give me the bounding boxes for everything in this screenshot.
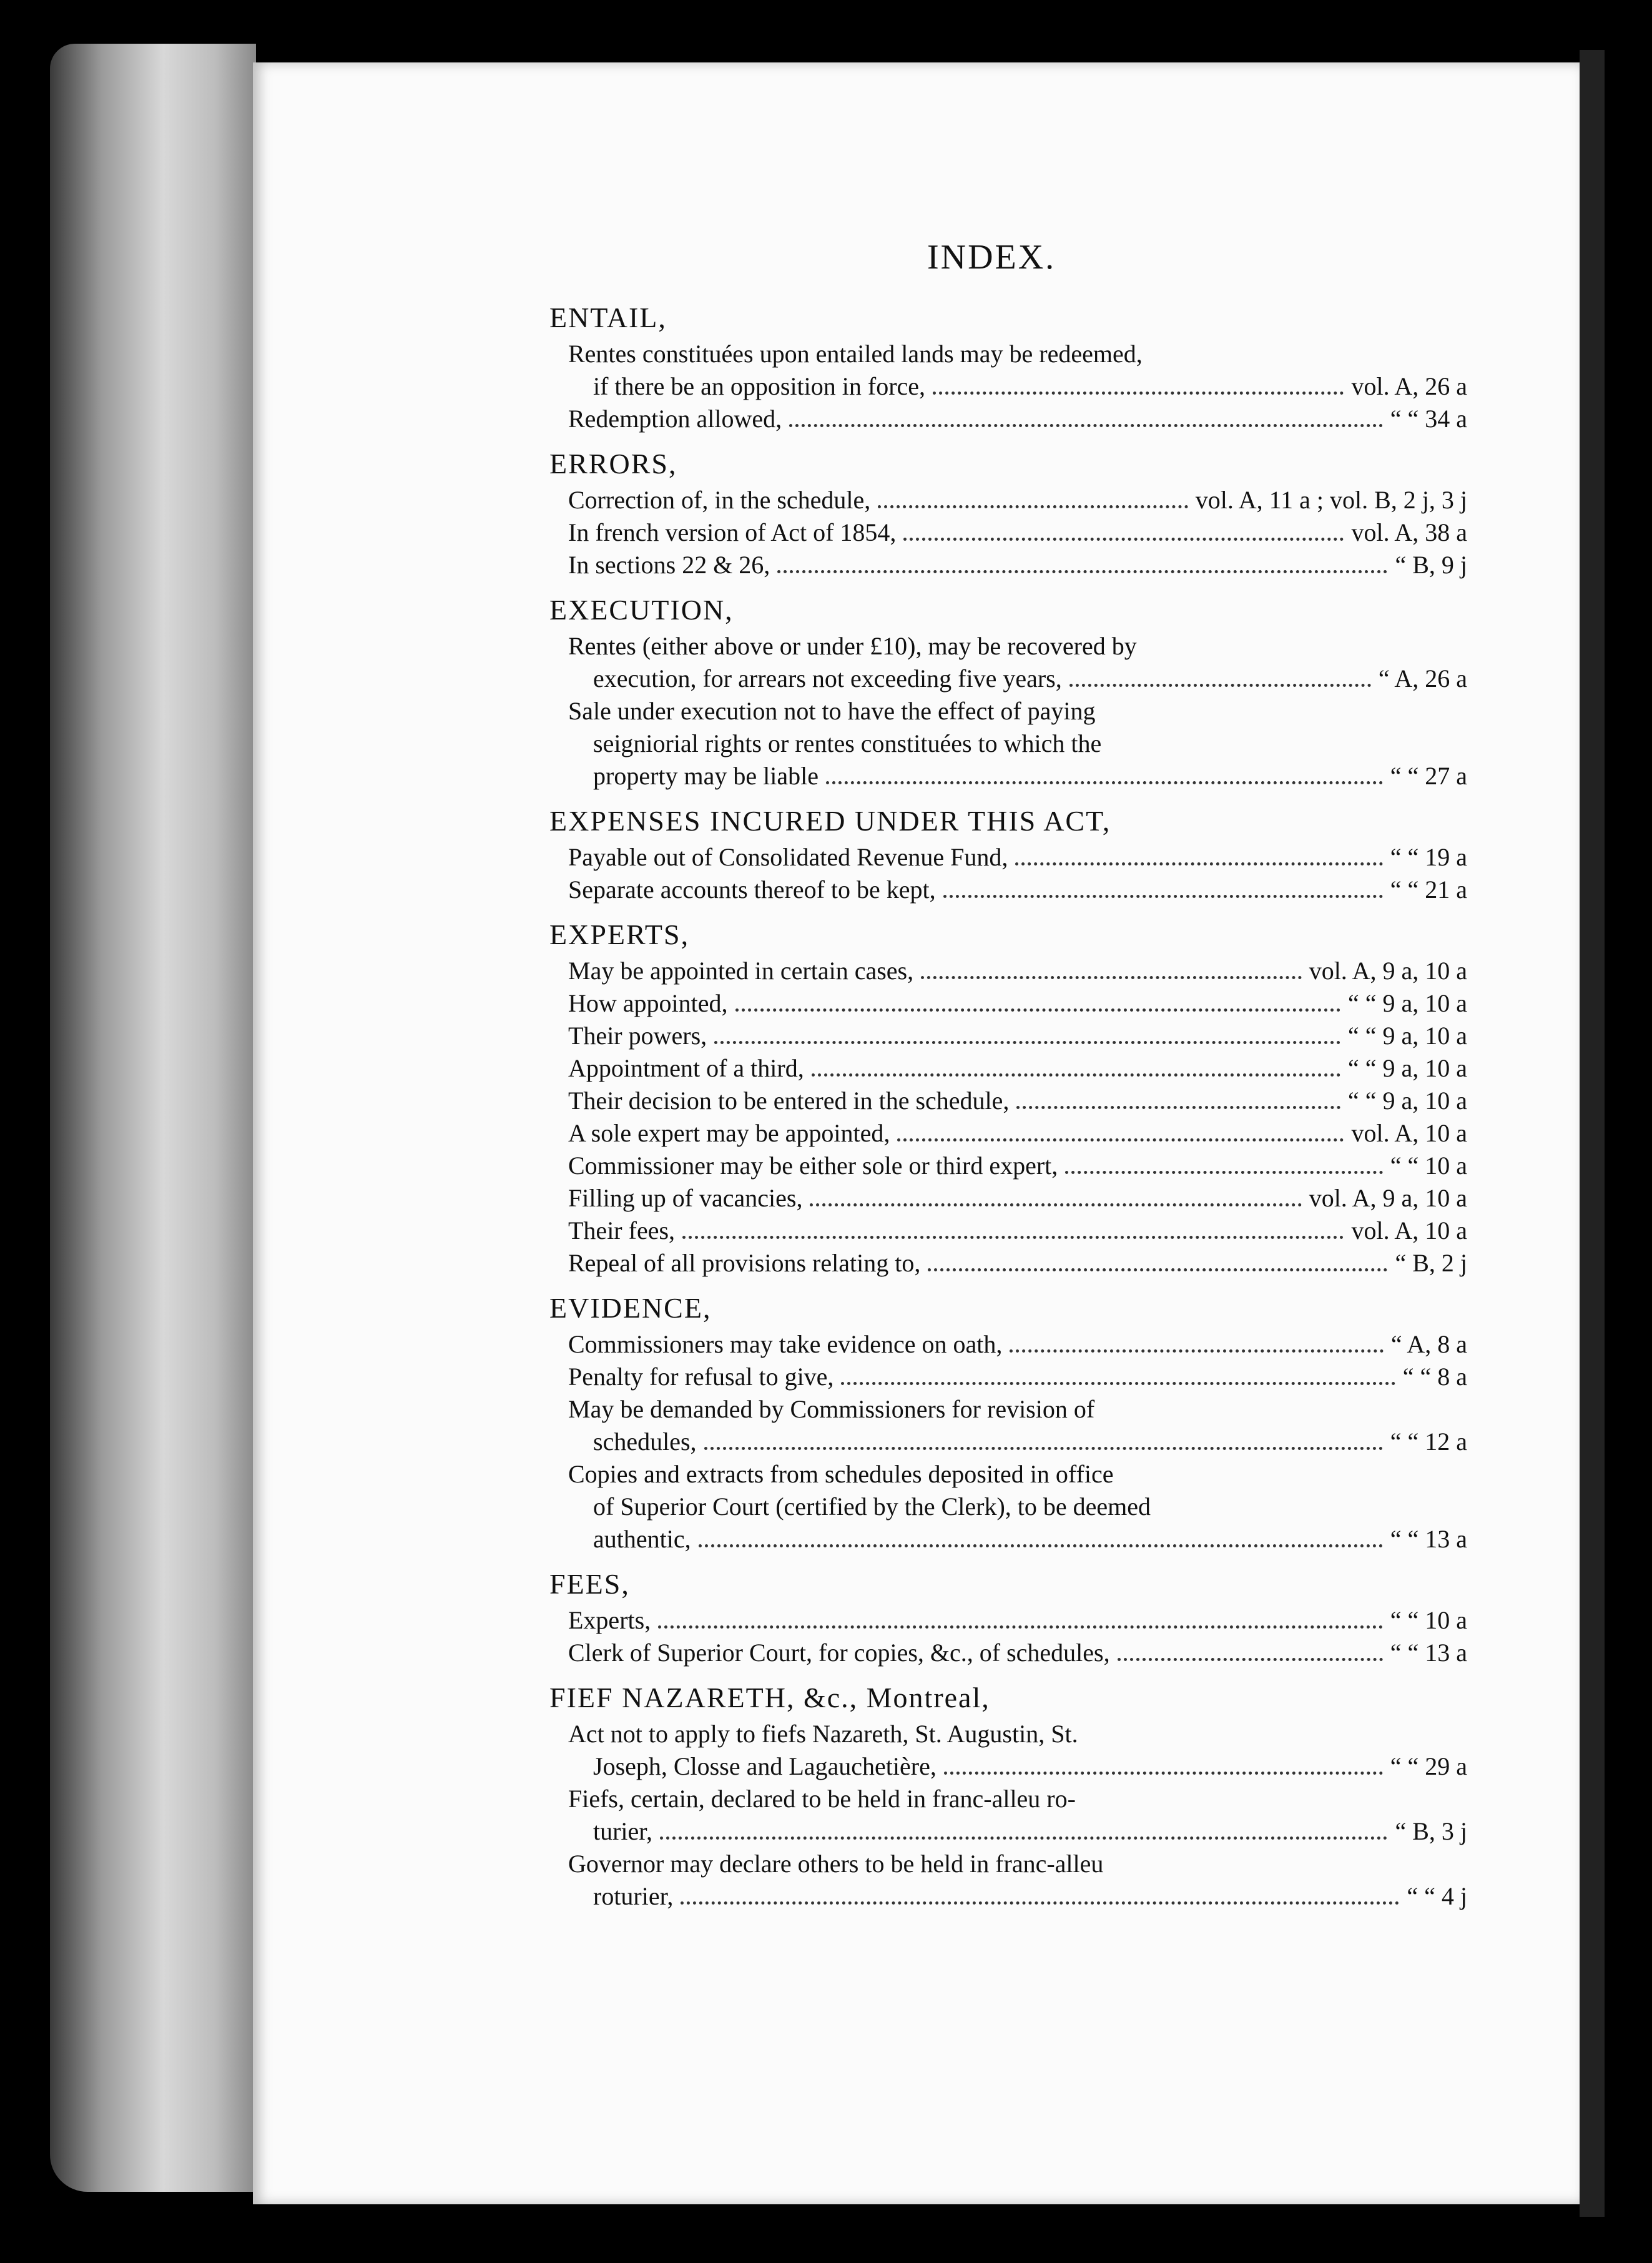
dot-leader <box>1016 1106 1340 1109</box>
page-title: INDEX. <box>927 238 1056 277</box>
index-entry-line <box>568 1184 1467 1213</box>
index-entry-line <box>568 1525 1467 1554</box>
index-entry-line <box>568 1460 1467 1489</box>
entry-text: May be demanded by Commissioners for revision of <box>568 1395 1095 1423</box>
entry-text: Filling up of vacancies, <box>568 1184 803 1212</box>
dot-leader <box>704 1447 1383 1450</box>
entry-text: Joseph, Closse and Lagauchetière, <box>593 1752 937 1780</box>
entry-text: Governor may declare others to be held in franc-alleu <box>568 1850 1104 1878</box>
entry-text: Appointment of a third, <box>568 1054 804 1082</box>
index-entry-line <box>568 1330 1467 1359</box>
entry-reference: “ “ 10 a <box>1390 1151 1467 1180</box>
dot-leader <box>660 1837 1387 1840</box>
entry-reference: “ B, 9 j <box>1395 551 1467 579</box>
entry-reference: vol. A, 26 a <box>1351 372 1467 400</box>
index-section <box>512 1562 1467 1667</box>
index-entry-line <box>568 762 1467 791</box>
book-page-edges <box>50 44 256 2192</box>
entry-text: Fiefs, certain, declared to be held in franc-alleu ro- <box>568 1785 1076 1813</box>
dot-leader <box>933 392 1344 395</box>
entry-text: Their fees, <box>568 1216 676 1245</box>
entry-text: Their powers, <box>568 1022 707 1050</box>
index-entry-line <box>568 1720 1467 1748</box>
dot-leader <box>928 1268 1387 1271</box>
dot-leader <box>878 505 1188 508</box>
dot-leader <box>789 424 1383 427</box>
index-entry-line <box>568 372 1467 401</box>
index-entry-line <box>568 843 1467 872</box>
entry-reference: vol. A, 9 a, 10 a <box>1309 1184 1467 1212</box>
index-section <box>512 588 1467 791</box>
entry-reference: “ “ 9 a, 10 a <box>1347 1022 1467 1050</box>
entry-text: How appointed, <box>568 989 728 1017</box>
entry-reference: “ “ 21 a <box>1390 875 1467 904</box>
section-heading: EXECUTION, <box>549 594 734 626</box>
entry-reference: vol. A, 10 a <box>1351 1119 1467 1147</box>
dot-leader <box>826 781 1383 784</box>
entry-text: property may be liable <box>593 762 819 790</box>
entry-text: authentic, <box>593 1525 691 1553</box>
index-entry-line <box>568 1785 1467 1813</box>
entry-text: roturier, <box>593 1882 674 1910</box>
index-section <box>512 1676 1467 1911</box>
index-entry-line <box>568 1151 1467 1180</box>
section-heading: EXPENSES INCURED UNDER THIS ACT, <box>549 805 1111 837</box>
entry-text: May be appointed in certain cases, <box>568 957 914 985</box>
entry-text: Sale under execution not to have the effect of paying <box>568 697 1096 725</box>
entry-text: schedules, <box>593 1427 697 1456</box>
entry-reference: “ “ 9 a, 10 a <box>1347 1054 1467 1082</box>
entry-text: Experts, <box>568 1606 651 1634</box>
entry-text: Their decision to be entered in the schedule, <box>568 1087 1010 1115</box>
index-section <box>512 799 1467 904</box>
entry-text: Rentes (either above or under £10), may be recovered by <box>568 632 1137 660</box>
entry-text: seigniorial rights or rentes constituées to which the <box>593 729 1102 757</box>
section-heading: ENTAIL, <box>549 302 667 333</box>
index-entry-line <box>568 1427 1467 1456</box>
dot-leader <box>735 1008 1340 1012</box>
index-entry-line <box>568 1752 1467 1781</box>
index-entry-line <box>568 340 1467 368</box>
entry-text: Correction of, in the schedule, <box>568 486 871 514</box>
entry-text: Payable out of Consolidated Revenue Fund, <box>568 843 1008 871</box>
entry-reference: vol. A, 38 a <box>1351 518 1467 546</box>
dot-leader <box>903 538 1344 541</box>
entry-text: Clerk of Superior Court, for copies, &c., of schedules, <box>568 1639 1110 1667</box>
dot-leader <box>944 1772 1383 1775</box>
index-entry-line <box>568 1216 1467 1245</box>
dot-leader <box>1118 1658 1383 1661</box>
entry-text: In french version of Act of 1854, <box>568 518 897 546</box>
index-entry-line <box>568 957 1467 985</box>
dot-leader <box>714 1041 1340 1044</box>
section-heading: EXPERTS, <box>549 919 690 950</box>
dot-leader <box>921 976 1302 979</box>
entry-reference: “ “ 34 a <box>1390 405 1467 433</box>
entry-reference: “ “ 4 j <box>1407 1882 1467 1910</box>
index-entry-line <box>568 1395 1467 1424</box>
entry-text: Separate accounts thereof to be kept, <box>568 875 936 904</box>
dot-leader <box>699 1544 1383 1547</box>
entry-reference: “ “ 8 a <box>1402 1363 1467 1391</box>
index-entry-line <box>568 1022 1467 1050</box>
index-entry-line <box>568 1119 1467 1148</box>
entry-text: of Superior Court (certified by the Clerk), to be deemed <box>593 1492 1151 1521</box>
entry-text: if there be an opposition in force, <box>593 372 926 400</box>
entry-reference: “ “ 27 a <box>1390 762 1467 790</box>
section-heading: FEES, <box>549 1568 630 1600</box>
dot-leader <box>812 1073 1340 1077</box>
entry-reference: “ “ 13 a <box>1390 1525 1467 1553</box>
entry-reference: vol. A, 9 a, 10 a <box>1309 957 1467 985</box>
index-section <box>512 913 1467 1278</box>
entry-reference: “ “ 10 a <box>1390 1606 1467 1634</box>
dot-leader <box>1065 1171 1382 1174</box>
entry-reference: “ “ 19 a <box>1390 843 1467 871</box>
index-entry-line <box>568 729 1467 758</box>
index-entry-line <box>568 989 1467 1018</box>
index-entry-line <box>568 697 1467 726</box>
index-entry-line <box>568 1882 1467 1911</box>
dot-leader <box>810 1203 1301 1206</box>
dot-leader <box>943 895 1383 898</box>
entry-reference: “ “ 12 a <box>1390 1427 1467 1456</box>
index-section <box>512 1286 1467 1554</box>
entry-reference: “ B, 3 j <box>1395 1817 1467 1845</box>
entry-text: Act not to apply to fiefs Nazareth, St. Augustin, St. <box>568 1720 1078 1748</box>
section-heading: ERRORS, <box>549 448 677 480</box>
index-entry-line <box>568 1249 1467 1278</box>
index-entry-line <box>568 518 1467 547</box>
dot-leader <box>777 570 1387 573</box>
entry-text: Redemption allowed, <box>568 405 782 433</box>
entry-reference: “ “ 13 a <box>1390 1639 1467 1667</box>
entry-text: Rentes constituées upon entailed lands may be redeemed, <box>568 340 1143 368</box>
index-entry-line <box>568 1492 1467 1521</box>
index-section <box>512 442 1467 579</box>
entry-reference: “ B, 2 j <box>1395 1249 1467 1277</box>
entry-text: execution, for arrears not exceeding five years, <box>593 664 1062 693</box>
entry-text: Repeal of all provisions relating to, <box>568 1249 921 1277</box>
dot-leader <box>1015 862 1382 865</box>
index-entry-line <box>568 486 1467 515</box>
index-entry-line <box>568 664 1467 693</box>
entry-reference: vol. A, 10 a <box>1351 1216 1467 1245</box>
entry-reference: “ A, 8 a <box>1390 1330 1467 1358</box>
entry-text: A sole expert may be appointed, <box>568 1119 890 1147</box>
dot-leader <box>841 1382 1395 1385</box>
index-entry-line <box>568 1639 1467 1667</box>
section-heading: EVIDENCE, <box>549 1292 712 1324</box>
index-entry-line <box>568 1817 1467 1846</box>
dot-leader <box>1010 1349 1383 1353</box>
entry-reference: “ A, 26 a <box>1378 664 1467 693</box>
section-heading: FIEF NAZARETH, &c., Montreal, <box>549 1682 990 1713</box>
scan-border <box>1580 50 1605 2217</box>
entry-reference: “ “ 29 a <box>1390 1752 1467 1780</box>
dot-leader <box>1069 684 1371 687</box>
entry-text: Commissioner may be either sole or third expert, <box>568 1151 1058 1180</box>
entry-text: turier, <box>593 1817 653 1845</box>
entry-reference: “ “ 9 a, 10 a <box>1347 989 1467 1017</box>
dot-leader <box>658 1625 1383 1629</box>
index-entry-line <box>568 551 1467 579</box>
entry-reference: “ “ 9 a, 10 a <box>1347 1087 1467 1115</box>
index-entry-line <box>568 1850 1467 1878</box>
index-entry-line <box>568 1606 1467 1635</box>
index-entry-line <box>568 632 1467 661</box>
index-entry-line <box>568 405 1467 433</box>
index-entry-line <box>568 875 1467 904</box>
dot-leader <box>681 1901 1399 1905</box>
entry-text: In sections 22 & 26, <box>568 551 770 579</box>
entry-reference: vol. A, 11 a ; vol. B, 2 j, 3 j <box>1195 486 1467 514</box>
index-section <box>512 296 1467 433</box>
entry-text: Commissioners may take evidence on oath, <box>568 1330 1003 1358</box>
dot-leader <box>897 1138 1344 1141</box>
entry-text: Penalty for refusal to give, <box>568 1363 834 1391</box>
index-content <box>512 287 1467 1915</box>
index-entry-line <box>568 1087 1467 1115</box>
dot-leader <box>682 1236 1344 1239</box>
entry-text: Copies and extracts from schedules deposited in office <box>568 1460 1114 1488</box>
index-entry-line <box>568 1363 1467 1391</box>
index-entry-line <box>568 1054 1467 1083</box>
